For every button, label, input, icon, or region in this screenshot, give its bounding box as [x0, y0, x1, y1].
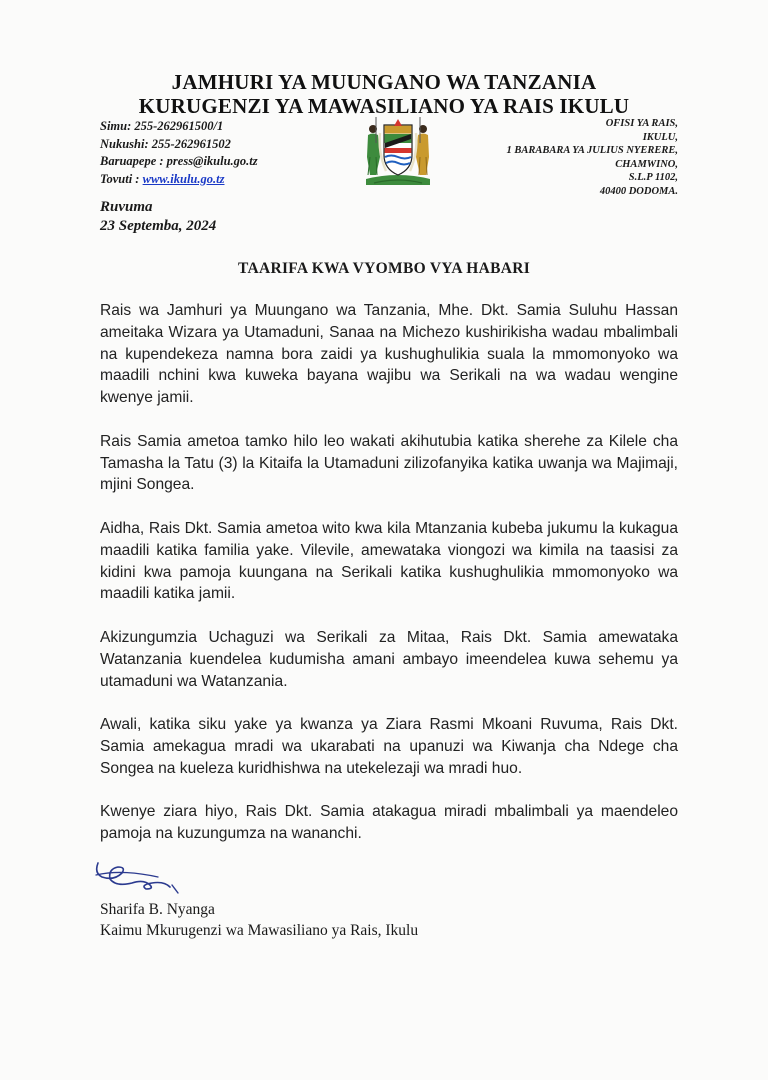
office-address [458, 117, 678, 199]
signer-name: Sharifa B. Nyanga [100, 901, 215, 918]
place: Ruvuma [100, 199, 153, 215]
body-paragraph: Rais wa Jamhuri ya Muungano wa Tanzania, Mhe. Dkt. Samia Suluhu Hassan ameitaka Wizara ya Utamaduni, Sanaa na Michezo kushirikisha wadau mbalimbali na kupendekeza namna bora zaidi ya kushughulikia suala la mmomonyoko wa maadili nchini kwa kuweka bayana wajibu wa Serikali na wa wadau wengine kwenye jamii. [100, 302, 678, 407]
address-line: 40400 DODOMA. [599, 185, 678, 197]
signer-block [100, 900, 418, 941]
website-line [100, 171, 258, 189]
body-paragraph: Aidha, Rais Dkt. Samia ametoa wito kwa kila Mtanzania kubeba jukumu la kukagua maadili katika familia yake. Vilevile, amewataka viongozi wa kimila na taasisi za kidini kwa pamoja kuungana na Serikali katika kushughulikia mmomonyoko wa maadili katika jamii. [100, 519, 678, 603]
body-paragraph: Awali, katika siku yake ya kwanza ya Ziara Rasmi Mkoani Ruvuma, Rais Dkt. Samia amekagua mradi wa ukarabati na upanuzi wa Kiwanja cha Ndege cha Songea na kueleza kuridhishwa na utekelezaji wa mradi huo. [100, 716, 678, 777]
date: 23 Septemba, 2024 [100, 218, 217, 234]
document-headline: TAARIFA KWA VYOMBO VYA HABARI [237, 260, 531, 277]
signer-title: Kaimu Mkurugenzi wa Mawasiliano ya Rais, Ikulu [100, 921, 419, 939]
address-line: IKULU, [642, 131, 678, 143]
body-paragraph: Rais Samia ametoa tamko hilo leo wakati akihutubia katika sherehe za Kilele cha Tamasha la Tatu (3) la Kitaifa la Utamaduni zilizofanyika katika uwanja wa Majimaji, mjini Songea. [100, 432, 678, 494]
address-line: CHAMWINO, [615, 158, 678, 170]
header-title-line2: KURUGENZI YA MAWASILIANO YA RAIS IKULU [138, 94, 630, 118]
document-body [100, 300, 678, 867]
body-paragraph: Kwenye ziara hiyo, Rais Dkt. Samia atakagua miradi mbalimbali ya maendeleo pamoja na kuzungumza na wananchi. [100, 803, 678, 843]
place-and-date [100, 198, 216, 236]
header-title-line1: JAMHURI YA MUUNGANO WA TANZANIA [171, 70, 597, 94]
website-label: Tovuti : [100, 171, 143, 186]
body-paragraph: Akizungumzia Uchaguzi wa Serikali za Mitaa, Rais Dkt. Samia amewataka Watanzania kuendelea kudumisha amani ambayo imeendelea kuwa sehemu ya utamaduni wa Watanzania. [100, 628, 678, 690]
phone-number: Simu: 255-262961500/1 [100, 119, 224, 133]
address-line: 1 BARABARA YA JULIUS NYERERE, [506, 145, 678, 157]
website-link[interactable]: www.ikulu.go.tz [142, 171, 225, 186]
handwritten-signature [92, 855, 182, 897]
address-line: OFISI YA RAIS, [605, 118, 678, 129]
contact-block [100, 118, 258, 188]
fax-number: Nukushi: 255-262961502 [100, 136, 231, 151]
coat-of-arms-emblem [356, 113, 440, 187]
email-address: Baruapepe : press@ikulu.go.tz [100, 154, 258, 168]
address-line: S.L.P 1102, [628, 172, 678, 184]
